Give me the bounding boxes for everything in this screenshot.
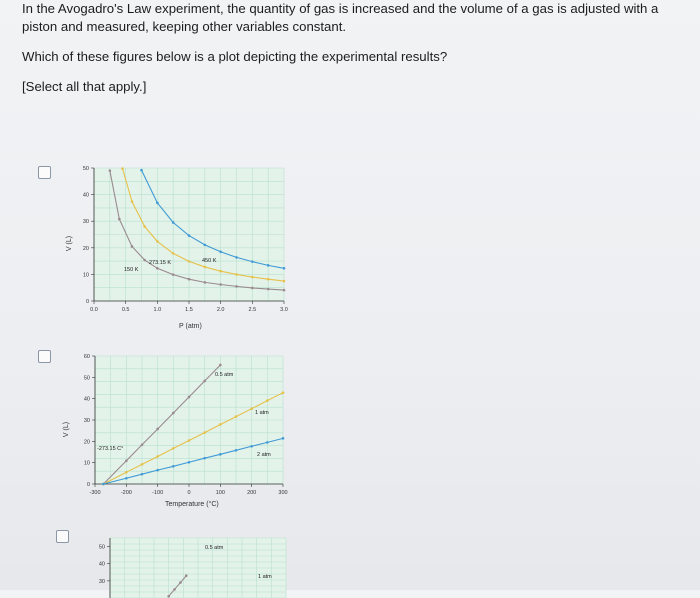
data-point — [172, 221, 175, 224]
series-label: 0.5 atm — [205, 545, 224, 551]
chart-3-partial — [98, 538, 288, 598]
x-tick-label: 1.0 — [153, 307, 162, 313]
data-point — [204, 244, 207, 247]
data-point — [235, 415, 238, 418]
annotation-label: -273.15 C° — [97, 446, 124, 452]
x-tick-label: 100 — [215, 490, 225, 496]
chart-2-ylabel: V (L) — [63, 421, 71, 438]
data-point — [282, 391, 285, 394]
data-point — [219, 283, 222, 286]
question-paragraph-1: In the Avogadro's Law experiment, the quantity of gas is increased and the volume of a gas is adjusted with a piston and measured, keeping other variables constant. — [22, 1, 659, 34]
data-point — [167, 595, 170, 598]
data-point — [219, 423, 222, 426]
chart-1-svg — [82, 166, 294, 313]
y-tick-label: 30 — [98, 578, 105, 585]
y-tick-label: 20 — [82, 245, 89, 252]
x-tick-label: 0.0 — [90, 307, 98, 313]
x-tick-label: 0.5 — [121, 307, 130, 313]
series-label: 1 atm — [255, 410, 269, 416]
data-point — [267, 264, 270, 267]
x-tick-label: 3.0 — [280, 307, 288, 313]
y-tick-label: 30 — [83, 418, 90, 424]
x-tick-label: 2.0 — [216, 307, 225, 313]
data-point — [125, 477, 128, 480]
data-point — [143, 259, 146, 262]
y-tick-label: 20 — [83, 439, 90, 446]
data-point — [141, 473, 144, 476]
data-point — [131, 200, 134, 203]
data-point — [188, 260, 191, 263]
y-tick-label: 10 — [83, 460, 90, 467]
data-point — [141, 443, 144, 446]
data-point — [203, 380, 206, 383]
x-tick-label: -200 — [120, 490, 132, 496]
series-label: 450 K — [202, 258, 217, 264]
data-point — [267, 278, 270, 281]
data-point — [188, 439, 191, 442]
y-tick-label: 30 — [82, 219, 89, 226]
x-tick-label: 2.5 — [248, 307, 257, 313]
data-point — [102, 483, 105, 486]
y-tick-label: 50 — [82, 166, 89, 172]
data-point — [267, 288, 270, 291]
chart-2-xlabel: Temperature (°C) — [165, 501, 219, 508]
data-point — [283, 289, 286, 292]
y-tick-label: 40 — [83, 396, 90, 403]
data-point — [219, 250, 222, 253]
data-point — [179, 581, 182, 584]
data-point — [235, 273, 238, 276]
data-point — [235, 256, 238, 259]
chart-1-pressure-volume — [66, 166, 294, 330]
x-tick-label: -300 — [89, 490, 101, 496]
y-tick-label: 0 — [86, 482, 90, 488]
data-point — [251, 287, 254, 290]
series-label: 1 atm — [258, 574, 272, 580]
data-point — [282, 437, 285, 440]
data-point — [204, 266, 207, 269]
data-point — [188, 278, 191, 281]
data-point — [266, 399, 269, 402]
data-point — [109, 169, 112, 172]
select-all-instruction: [Select all that apply.] — [22, 79, 147, 94]
x-tick-label: 1.5 — [185, 307, 193, 313]
data-point — [204, 281, 207, 284]
data-point — [141, 463, 144, 466]
data-point — [125, 471, 128, 474]
data-point — [203, 431, 206, 434]
x-tick-label: 200 — [247, 490, 257, 496]
data-point — [251, 260, 254, 263]
data-point — [140, 169, 143, 172]
series-label: 0.5 atm — [215, 372, 234, 378]
chart-3-svg — [98, 538, 288, 598]
data-point — [188, 461, 191, 464]
chart-2-temperature-volume — [63, 354, 288, 508]
option-1-checkbox[interactable] — [38, 166, 51, 179]
data-point — [250, 407, 253, 410]
data-point — [235, 449, 238, 452]
data-point — [156, 202, 159, 205]
data-point — [235, 285, 238, 288]
data-point — [251, 276, 254, 279]
series-label: 273.15 K — [149, 260, 172, 266]
data-point — [156, 469, 159, 472]
data-point — [188, 234, 191, 237]
data-point — [173, 588, 176, 591]
data-point — [172, 252, 175, 255]
data-point — [172, 273, 175, 276]
x-tick-label: 300 — [278, 490, 288, 496]
data-point — [172, 412, 175, 415]
data-point — [121, 167, 124, 170]
data-point — [283, 280, 286, 283]
series-label: 150 K — [124, 267, 139, 273]
data-point — [143, 225, 146, 228]
y-tick-label: 60 — [83, 354, 90, 360]
data-point — [118, 218, 121, 221]
question-paragraph-2: Which of these figures below is a plot depicting the experimental results? — [22, 49, 448, 64]
data-point — [172, 447, 175, 450]
data-point — [219, 270, 222, 273]
y-tick-label: 50 — [83, 375, 90, 382]
option-3-checkbox[interactable] — [56, 530, 69, 543]
y-tick-label: 40 — [98, 561, 105, 568]
option-2-checkbox[interactable] — [38, 350, 51, 363]
data-point — [188, 396, 191, 399]
data-point — [283, 267, 286, 270]
data-point — [250, 445, 253, 448]
y-tick-label: 10 — [82, 272, 89, 279]
question-text — [22, 0, 682, 96]
data-point — [172, 465, 175, 468]
data-point — [266, 441, 269, 444]
data-point — [125, 459, 128, 462]
series-label: 2 atm — [257, 452, 271, 458]
chart-1-xlabel: P (atm) — [179, 323, 202, 330]
y-tick-label: 0 — [85, 299, 89, 305]
data-point — [219, 453, 222, 456]
x-tick-label: -100 — [152, 490, 164, 496]
y-tick-label: 50 — [98, 544, 105, 551]
data-point — [185, 574, 188, 577]
x-tick-label: 0 — [187, 490, 191, 496]
data-point — [219, 364, 222, 367]
data-point — [131, 245, 134, 248]
data-point — [156, 267, 159, 270]
data-point — [156, 240, 159, 243]
chart-2-svg — [83, 354, 288, 496]
data-point — [203, 457, 206, 460]
data-point — [156, 428, 159, 431]
data-point — [156, 455, 159, 458]
y-tick-label: 40 — [82, 192, 89, 199]
chart-1-ylabel: V (L) — [66, 235, 74, 252]
